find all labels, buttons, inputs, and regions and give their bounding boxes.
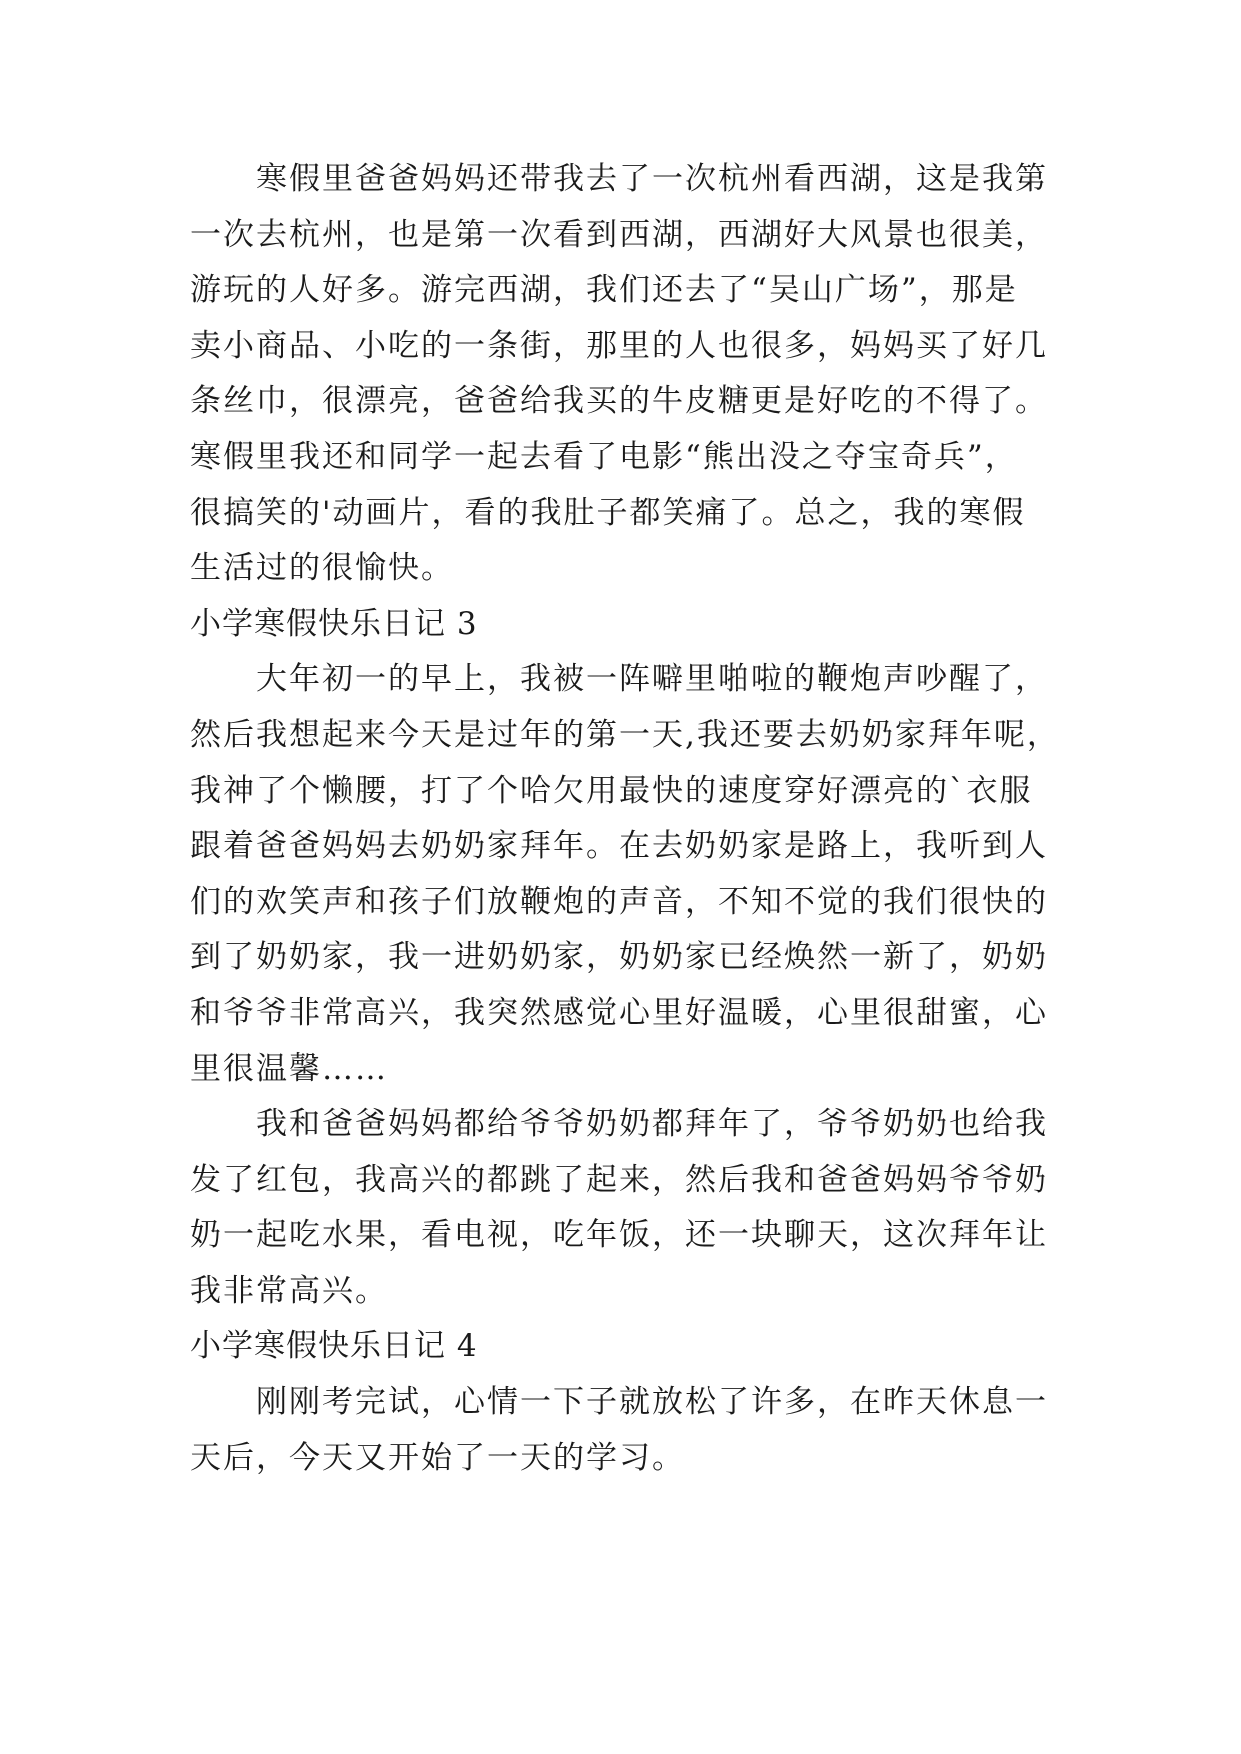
text-line: 和爷爷非常高兴，我突然感觉心里好温暖，心里很甜蜜，心	[190, 994, 1048, 1031]
text-line: 很搞笑的'动画片，看的我肚子都笑痛了。总之，我的寒假	[190, 494, 1026, 531]
section-heading: 小学寒假快乐日记 4	[190, 1328, 478, 1365]
text-line: 条丝巾，很漂亮，爸爸给我买的牛皮糖更是好吃的不得了。	[190, 383, 1048, 420]
text-line: 奶一起吃水果，看电视，吃年饭，还一块聊天，这次拜年让	[190, 1217, 1048, 1254]
text-line: 大年初一的早上，我被一阵噼里啪啦的鞭炮声吵醒了，	[256, 661, 1048, 698]
text-line: 们的欢笑声和孩子们放鞭炮的声音，不知不觉的我们很快的	[190, 883, 1048, 920]
text-line: 寒假里爸爸妈妈还带我去了一次杭州看西湖，这是我第	[256, 161, 1048, 197]
text-line: 卖小商品、小吃的一条街，那里的人也很多，妈妈买了好几	[190, 327, 1048, 364]
text-line: 刚刚考完试，心情一下子就放松了许多，在昨天休息一	[256, 1384, 1048, 1421]
text-line: 然后我想起来今天是过年的第一天,我还要去奶奶家拜年呢，	[190, 716, 1060, 753]
text-line: 游玩的人好多。游完西湖，我们还去了“吴山广场”，那是	[190, 272, 1018, 309]
text-line: 生活过的很愉快。	[190, 550, 454, 587]
text-line: 发了红包，我高兴的都跳了起来，然后我和爸爸妈妈爷爷奶	[190, 1161, 1048, 1198]
text-line: 寒假里我还和同学一起去看了电影“熊出没之夺宝奇兵”，	[190, 438, 1018, 475]
text-line: 里很温馨……	[190, 1050, 388, 1087]
section-heading: 小学寒假快乐日记 3	[190, 605, 478, 642]
text-line: 跟着爸爸妈妈去奶奶家拜年。在去奶奶家是路上，我听到人	[190, 828, 1048, 865]
text-line: 天后，今天又开始了一天的学习。	[190, 1439, 685, 1476]
text-line: 一次去杭州，也是第一次看到西湖，西湖好大风景也很美，	[190, 216, 1048, 253]
text-line: 到了奶奶家，我一进奶奶家，奶奶家已经焕然一新了，奶奶	[190, 939, 1048, 976]
text-line: 我和爸爸妈妈都给爷爷奶奶都拜年了，爷爷奶奶也给我	[256, 1106, 1048, 1143]
text-line: 我非常高兴。	[190, 1272, 388, 1309]
document-body	[190, 152, 1070, 1486]
text-line: 我神了个懒腰，打了个哈欠用最快的速度穿好漂亮的`衣服	[190, 772, 1033, 809]
